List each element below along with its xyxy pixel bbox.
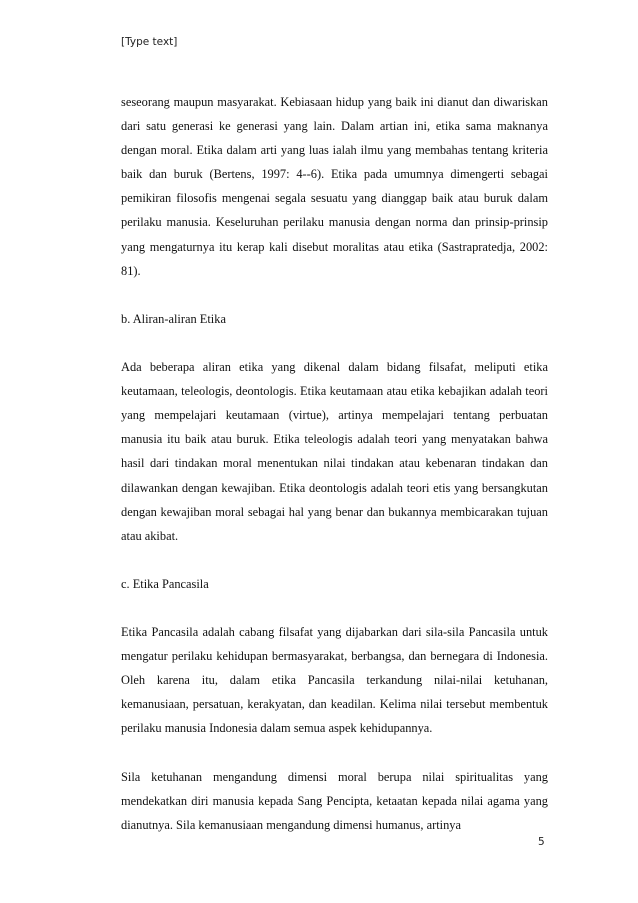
paragraph-1: seseorang maupun masyarakat. Kebiasaan hidup yang baik ini dianut dan diwariskan dari satu generasi ke generasi yang lain. Dalam artian ini, etika sama maknanya dengan moral. Etika dalam arti yang luas ialah ilmu yang membahas tentang kriteria baik dan buruk (Bertens, 1997: 4--6). Etika pada umumnya dimengerti sebagai pemikiran filosofis mengenai segala sesuatu yang dianggap baik atau buruk dalam perilaku manusia. Keseluruhan perilaku manusia dengan norma dan prinsip-prinsip yang mengaturnya itu kerap kali disebut moralitas atau etika (Sastrapratedja, 2002: 81). (121, 95, 548, 278)
section-heading-c: c. Etika Pancasila (121, 576, 209, 591)
page-header: [Type text] (121, 36, 178, 48)
paragraph-2: Ada beberapa aliran etika yang dikenal dalam bidang filsafat, meliputi etika keutamaan, teleologis, deontologis. Etika keutamaan atau etika kebajikan adalah teori yang mempelajari keutamaan (virtue), artinya mempelajari tentang perbuatan manusia itu baik atau buruk. Etika teleologis adalah teori yang menyatakan bahwa hasil dari tindakan moral menentukan nilai tindakan atau kebenaran tindakan dan dilawankan dengan kewajiban. Etika deontologis adalah teori etis yang bersangkutan dengan kewajiban moral sebagai hal yang benar dan bukannya membicarakan tujuan atau akibat. (121, 360, 548, 543)
document-body (121, 90, 548, 837)
section-heading-b: b. Aliran-aliran Etika (121, 311, 226, 326)
page-number: 5 (538, 836, 545, 848)
paragraph-4: Sila ketuhanan mengandung dimensi moral berupa nilai spiritualitas yang mendekatkan diri manusia kepada Sang Pencipta, ketaatan kepada nilai agama yang dianutnya. Sila kemanusiaan mengandung dimensi humanus, artinya (121, 769, 548, 832)
paragraph-3: Etika Pancasila adalah cabang filsafat yang dijabarkan dari sila-sila Pancasila untuk mengatur perilaku kehidupan bermasyarakat, berbangsa, dan bernegara di Indonesia. Oleh karena itu, dalam etika Pancasila terkandung nilai-nilai ketuhanan, kemanusiaan, persatuan, kerakyatan, dan keadilan. Kelima nilai tersebut membentuk perilaku manusia Indonesia dalam semua aspek kehidupannya. (121, 625, 548, 736)
